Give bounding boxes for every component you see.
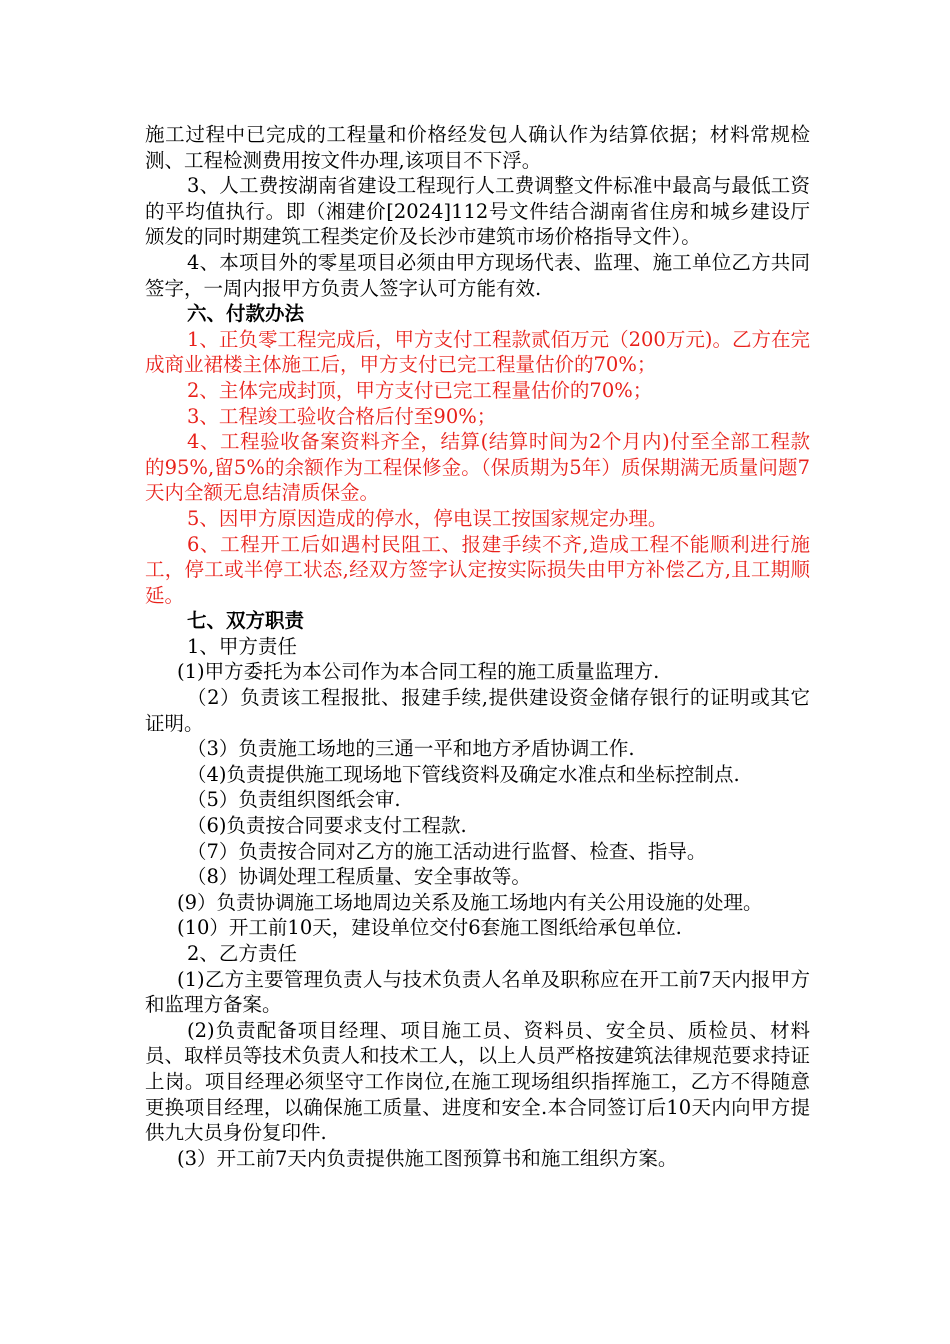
payment-clause-3: 3、工程竣工验收合格后付至90%；	[187, 404, 497, 428]
payment-clause-4: 4、工程验收备案资料齐全，结算(结算时间为2个月内)付至全部工程款的95%,留5%的余额作为工程保修金。（保质期为5年）质保期满无质量问题7天内全额无息结清质保金。	[145, 430, 810, 505]
paragraph-settlement-basis: 施工过程中已完成的工程量和价格经发包人确认作为结算依据；材料常规检测、工程检测费用按文件办理,该项目不下浮。	[145, 123, 810, 172]
party-a-item-6: （6)负责按合同要求支付工程款.	[187, 814, 467, 838]
party-a-item-10: (10）开工前10天，建设单位交付6套施工图纸给承包单位.	[177, 916, 682, 940]
subheading-party-b: 2、乙方责任	[187, 942, 297, 965]
payment-clause-1: 1、正负零工程完成后，甲方支付工程款贰佰万元（200万元)。乙方在完成商业裙楼主体施工后，甲方支付已完工程量估价的70%；	[145, 327, 810, 377]
party-a-item-7: （7）负责按合同对乙方的施工活动进行监督、检查、指导。	[187, 839, 707, 863]
payment-clause-6: 6、工程开工后如遇村民阻工、报建手续不齐,造成工程不能顺利进行施工，停工或半停工状态,经双方签字认定按实际损失由甲方补偿乙方,且工期顺延。	[145, 532, 810, 607]
subheading-party-a: 1、甲方责任	[187, 634, 297, 658]
payment-clause-5: 5、因甲方原因造成的停水，停电误工按国家规定办理。	[187, 506, 668, 530]
paragraph-labor-cost: 3、人工费按湖南省建设工程现行人工费调整文件标准中最高与最低工资的平均值执行。即（湘建价[2024]112号文件结合湖南省住房和城乡建设厅颁发的同时期建筑工程类定价及长沙市建筑市场价格指导文件）。	[145, 174, 810, 249]
party-a-item-9: (9）负责协调施工场地周边关系及施工场地内有关公用设施的处理。	[177, 890, 763, 914]
document-page	[145, 122, 810, 1171]
party-a-item-1: (1)甲方委托为本公司作为本合同工程的施工质量监理方.	[177, 660, 660, 684]
party-a-item-8: （8）协调处理工程质量、安全事故等。	[187, 865, 531, 889]
party-b-item-2: (2)负责配备项目经理、项目施工员、资料员、安全员、质检员、材料员、取样员等技术负责人和技术工人，以上人员严格按建筑法律规范要求持证上岗。项目经理必须坚守工作岗位,在施工现场组织指挥施工，乙方不得随意更换项目经理，以确保施工质量、进度和安全.本合同签订后10天内向甲方提供九大员身份复印件.	[145, 1018, 810, 1145]
section-heading-responsibilities: 七、双方职责	[187, 609, 305, 633]
section-heading-payment: 六、付款办法	[187, 302, 305, 326]
party-a-item-2: （2）负责该工程报批、报建手续,提供建设资金储存银行的证明或其它证明。	[145, 686, 810, 735]
party-a-item-4: （4)负责提供施工现场地下管线资料及确定水准点和坐标控制点.	[187, 762, 740, 786]
party-a-item-3: （3）负责施工场地的三通一平和地方矛盾协调工作.	[187, 737, 635, 761]
payment-clause-2: 2、主体完成封顶，甲方支付已完工程量估价的70%；	[187, 378, 653, 402]
party-a-item-5: （5）负责组织图纸会审.	[187, 788, 401, 812]
paragraph-sporadic-items: 4、本项目外的零星项目必须由甲方现场代表、监理、施工单位乙方共同签字，一周内报甲方负责人签字认可方能有效.	[145, 250, 810, 300]
party-b-item-3: (3）开工前7天内负责提供施工图预算书和施工组织方案。	[177, 1146, 678, 1170]
party-b-item-1: (1)乙方主要管理负责人与技术负责人名单及职称应在开工前7天内报甲方和监理方备案。	[145, 967, 810, 1017]
